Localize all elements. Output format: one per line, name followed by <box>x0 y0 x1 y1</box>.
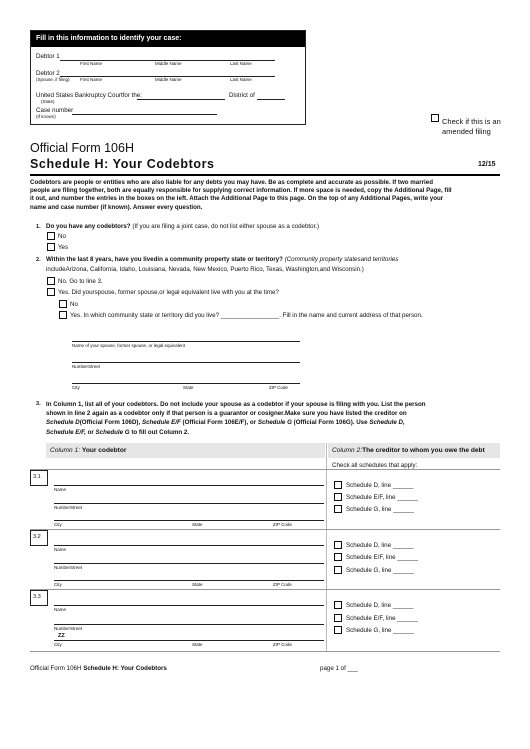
footer-form <box>30 665 167 672</box>
q3-form-g: (Official Form 106G). Use <box>293 419 368 427</box>
spouse-zip-hint: ZIP Code <box>269 385 288 390</box>
intro-line: people are filing together, both are equally responsible for supplying correct information. If more space is needed, copy the Additional Page, fill <box>30 187 452 195</box>
q3-line <box>46 418 516 427</box>
q3-tail: to fill out Column 2. <box>131 428 190 436</box>
schedule-ef-checkbox[interactable] <box>334 553 342 561</box>
q2-no-label: No. Go to line 3. <box>58 278 103 285</box>
codebtor-zip-hint: ZIP Code <box>273 582 292 587</box>
q2-sub-yes-label: Yes. In which community state or territory did you live? _________________. Fill in the name and current address of that person. <box>70 312 423 319</box>
amended-text-1: Check if this is an <box>442 117 501 126</box>
codebtor-city-hint: City <box>54 642 62 647</box>
schedule-d-label: Schedule D, line ______ <box>346 602 414 609</box>
intro-paragraph <box>30 179 508 212</box>
col2-header-italic: Column 2: <box>332 447 363 454</box>
court-state-field[interactable] <box>137 99 225 100</box>
revision-date: 12/15 <box>478 161 496 168</box>
q3-sched-ef2: Schedule E/F, <box>46 428 86 436</box>
q1-question: Do you have any codebtors? <box>46 223 131 230</box>
q2-note: (Community property statesand territories <box>284 256 399 263</box>
q3-number: 3. <box>36 401 41 407</box>
case-number-field[interactable] <box>72 114 217 115</box>
codebtor-city-hint: City <box>54 582 62 587</box>
q1-yes-label: Yes <box>58 244 69 251</box>
spouse-city-hint: City <box>72 385 80 390</box>
codebtor-city-hint: City <box>54 522 62 527</box>
schedule-ef-label: Schedule E/F, line ______ <box>346 494 418 501</box>
col1-header <box>46 443 325 458</box>
last-name-hint: Last Name <box>230 61 252 66</box>
q1-no-checkbox[interactable] <box>47 232 55 240</box>
middle-name-hint: Middle Name <box>155 61 182 66</box>
schedule-g-label: Schedule G, line ______ <box>346 506 414 513</box>
col1-header-text: Your codebtor <box>81 447 127 454</box>
q3-sched-ef: Schedule E/F <box>141 419 181 427</box>
codebtor-city-field[interactable] <box>54 640 324 641</box>
q2-yes-label: Yes. Did yourspouse, former spouse,or legal equivalent live with you at the time? <box>58 289 279 296</box>
q1-note: (If you are filing a joint case, do not list either spouse as a codebtor.) <box>132 223 320 230</box>
q3-or: or <box>87 428 94 436</box>
q3-sched-d: Schedule D <box>46 419 80 427</box>
q2-number: 2. <box>36 257 41 263</box>
entry-separator <box>30 529 500 530</box>
spouse-street-field[interactable] <box>72 362 300 363</box>
codebtor-street-field[interactable] <box>54 624 324 625</box>
schedule-d-label: Schedule D, line ______ <box>346 542 414 549</box>
q3-text <box>46 400 516 437</box>
q3-line: In Column 1, list all of your codebtors. Do not include your spouse as a codebtor if your spouse is filing with you. List the person <box>46 401 426 408</box>
codebtor-city-field[interactable] <box>54 580 324 581</box>
codebtor-name-field[interactable] <box>54 605 324 606</box>
codebtor-zip-hint: ZIP Code <box>273 522 292 527</box>
case-number-label: Case number <box>36 107 74 114</box>
amended-checkbox[interactable] <box>431 114 439 122</box>
footer-title: Schedule H: Your Codebtors <box>83 665 167 672</box>
codebtor-zip-hint: ZIP Code <box>273 642 292 647</box>
intro-line: Codebtors are people or entities who are also liable for any debts you may have. Be as complete and accurate as possible. If two married <box>30 179 434 186</box>
schedule-d-checkbox[interactable] <box>334 541 342 549</box>
codebtor-state-hint: State <box>192 522 203 527</box>
codebtor-street-field[interactable] <box>54 563 324 564</box>
q2-question: Within the last 8 years, have you livedin a community property state or territory? <box>46 256 283 263</box>
spouse-name-hint: Name of your spouse, former spouse, or legal equivalent <box>72 343 186 348</box>
q2-sub-yes-checkbox[interactable] <box>59 311 67 319</box>
schedule-d-checkbox[interactable] <box>334 481 342 489</box>
q3-line: shown in line 2 again as a codebtor only if that person is a guarantor or cosigner.Make sure you have listed the creditor on <box>46 410 407 418</box>
schedule-g-label: Schedule G, line ______ <box>346 567 414 574</box>
q1-text <box>46 223 319 230</box>
codebtor-street-hint: NumberStreet <box>54 505 83 510</box>
debtor1-label: Debtor 1 <box>36 53 60 60</box>
q3-sched-d2: Schedule D, <box>369 419 405 427</box>
district-field[interactable] <box>257 99 285 100</box>
spouse-state-hint: State <box>183 385 194 390</box>
form-title: Official Form 106H <box>30 141 134 155</box>
spouse-street-hint: NumberStreet <box>72 364 101 369</box>
codebtor-name-hint: Name <box>54 607 67 612</box>
first-name-hint-2: First Name <box>80 77 103 82</box>
district-label: District of <box>229 92 255 99</box>
intro-line: it out, and number the entries in the boxes on the left. Attach the Additional Page to this page. On the top of any Additional Pages, write your <box>30 195 444 203</box>
debtor2-label: Debtor 2 <box>36 70 60 77</box>
codebtor-street-hint: NumberStreet <box>54 565 83 570</box>
q3-line <box>46 428 516 437</box>
q2-sub-no-label: No <box>70 301 78 308</box>
entry-separator <box>30 589 500 590</box>
spouse-city-field[interactable] <box>72 383 300 384</box>
first-name-hint: First Name <box>80 61 103 66</box>
amended-text-2: amended filing <box>442 127 491 136</box>
entry-number: 3.3 <box>33 594 41 600</box>
q3-form-ef: (Official Form 106E/F), or <box>182 419 257 427</box>
q3-sched-g2: Schedule G <box>95 428 130 436</box>
entry-number: 3.1 <box>33 474 41 480</box>
schedule-g-checkbox[interactable] <box>334 626 342 634</box>
schedule-g-checkbox[interactable] <box>334 566 342 574</box>
col1-header-italic: Column 1: <box>50 447 81 454</box>
q1-number: 1. <box>36 224 41 230</box>
q1-no-label: No <box>58 233 66 240</box>
codebtor-state-hint: State <box>192 582 203 587</box>
schedule-ef-checkbox[interactable] <box>334 493 342 501</box>
if-known-hint: (If known) <box>36 114 56 119</box>
codebtor-name-hint: Name <box>54 547 67 552</box>
court-label: United States Bankruptcy Courtfor the: <box>36 92 142 99</box>
codebtor-name-field[interactable] <box>54 545 324 546</box>
footer-form-number: Official Form 106H <box>30 665 82 672</box>
q2-no-checkbox[interactable] <box>47 277 55 285</box>
codebtor-street-hint: NumberStreet <box>54 626 83 631</box>
q2-sub-no-checkbox[interactable] <box>59 300 67 308</box>
middle-name-hint-2: Middle Name <box>155 77 182 82</box>
codebtor-extra-text: ZZ <box>58 633 65 639</box>
codebtor-name-field[interactable] <box>54 485 324 486</box>
schedule-g-label: Schedule G, line ______ <box>346 627 414 634</box>
q3-form-d: (Official Form 106D), <box>79 419 141 427</box>
footer-page: page 1 of ___ <box>320 665 358 672</box>
codebtor-state-hint: State <box>192 642 203 647</box>
last-name-hint-2: Last Name <box>230 77 252 82</box>
schedule-g-checkbox[interactable] <box>334 505 342 513</box>
schedule-d-checkbox[interactable] <box>334 601 342 609</box>
schedule-title: Schedule H: Your Codebtors <box>30 157 215 171</box>
column-divider <box>326 443 327 652</box>
schedule-ef-checkbox[interactable] <box>334 614 342 622</box>
spouse-name-field[interactable] <box>72 341 300 342</box>
case-info-title: Fill in this information to identify your case: <box>31 31 305 47</box>
schedule-ef-label: Schedule E/F, line ______ <box>346 615 418 622</box>
q1-yes-checkbox[interactable] <box>47 243 55 251</box>
codebtor-city-field[interactable] <box>54 520 324 521</box>
col2-header <box>328 443 500 458</box>
entry-number: 3.2 <box>33 534 41 540</box>
codebtor-street-field[interactable] <box>54 503 324 504</box>
q2-yes-checkbox[interactable] <box>47 288 55 296</box>
entry-separator <box>30 469 500 470</box>
spouse-hint: (Spouse, if filing) <box>36 77 70 82</box>
intro-line: name and case number (if known). Answer every question. <box>30 203 203 211</box>
entry-separator <box>30 651 500 652</box>
q2-states: includeArizona, California, Idaho, Louisiana, Nevada, New Mexico, Puerto Rico, Texas, Washington,and Wisconsin.) <box>46 266 364 273</box>
codebtor-name-hint: Name <box>54 487 67 492</box>
schedule-ef-label: Schedule E/F, line ______ <box>346 554 418 561</box>
q2-text <box>46 256 398 263</box>
q3-sched-g: Schedule G <box>257 419 292 427</box>
col2-sub: Check all schedules that apply: <box>332 462 418 469</box>
title-rule <box>30 174 500 176</box>
schedule-d-label: Schedule D, line ______ <box>346 482 414 489</box>
state-hint: (State) <box>41 99 55 104</box>
col2-header-text: The creditor to whom you owe the debt <box>362 447 485 454</box>
